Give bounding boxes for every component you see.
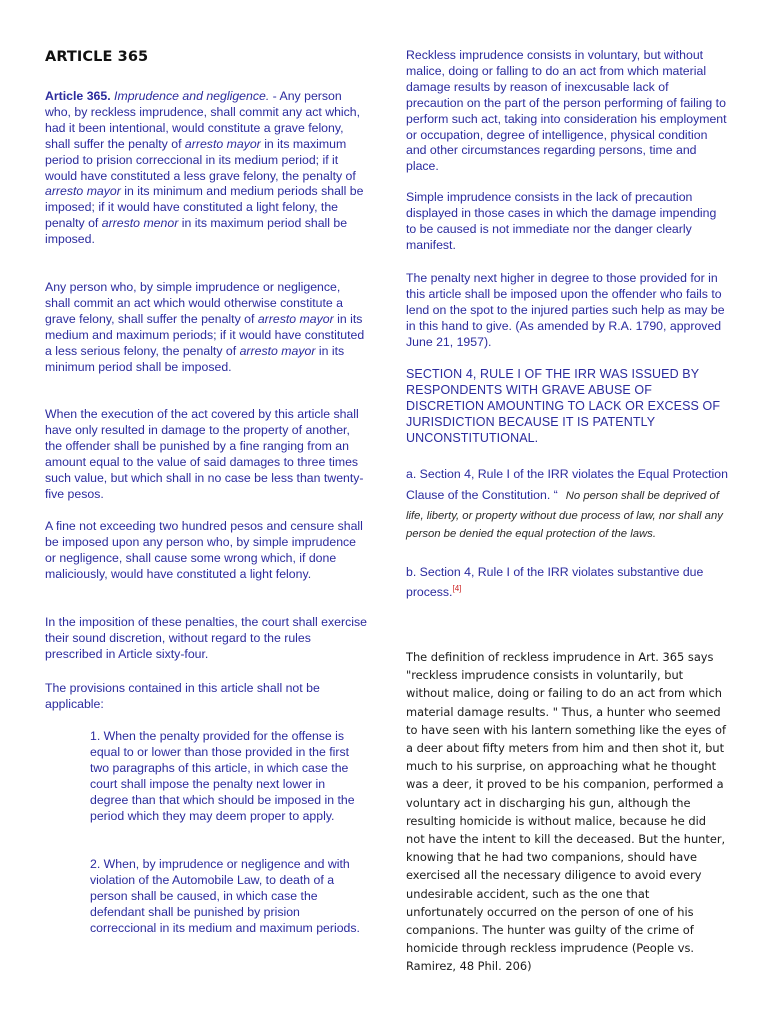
- italic-term: arresto mayor: [184, 136, 261, 151]
- exception-item-1: 1. When the penalty provided for the offense is equal to or lower than those provided in the first two paragraphs of this article, in which case the court shall impose the penalty next lower in degree than that which should be imposed in the period which they may deem proper to apply.: [90, 729, 355, 823]
- italic-term: arresto menor: [101, 216, 179, 231]
- article-365-paragraph: [45, 89, 367, 248]
- constitution-quote: No person shall be deprived of life, liberty, or property without due process of law, nor shall any person be denied the equal protection of the laws.: [406, 490, 723, 540]
- text-run: in its minimum and medium periods shall be imposed; if it would have constituted a light felony, the penalty of: [45, 184, 364, 231]
- reckless-definition-paragraph: Reckless imprudence consists in voluntary, but without malice, doing or falling to do an act from which material damage results by reason of inexcusable lack of precaution on the part of the person performing of failing to perform such act, taking into consideration his employment or occupation, degree of intelligence, physical condition and other circumstances regarding persons, time and place.: [406, 48, 727, 174]
- italic-term: arresto mayor: [45, 184, 121, 199]
- point-b-text: b. Section 4, Rule I of the IRR violates substantive due process.: [406, 565, 704, 599]
- text-run: in its minimum period shall be imposed.: [45, 343, 345, 374]
- property-damage-paragraph: When the execution of the act covered by this article shall have only resulted in damage to the property of another, the offender shall be punished by a fine ranging from an amount equal to the value of said damages to three times such value, but which shall in no case be less than twenty-five pesos.: [45, 407, 364, 501]
- text-run: Any person who, by simple imprudence or negligence, shall commit an act which would otherwise constitute a grave felony, shall suffer the penalty of: [45, 280, 343, 326]
- italic-term: arresto mayor: [239, 343, 316, 358]
- article-number: Article 365.: [45, 89, 111, 103]
- simple-imprudence-paragraph: [45, 280, 367, 375]
- fine-paragraph: A fine not exceeding two hundred pesos and censure shall be imposed upon any person who, by simple imprudence or negligence, shall cause some wrong which, if done maliciously, would have constituted a light felony.: [45, 519, 363, 581]
- provisions-paragraph: The provisions contained in this article shall not be applicable:: [45, 681, 320, 711]
- penalty-higher-paragraph: The penalty next higher in degree to those provided for in this article shall be imposed upon the offender who fails to lend on the spot to the injured parties such help as may be in this hand to give. (As amended by R.A. 1790, approved June 21, 1957).: [406, 271, 725, 349]
- point-a: [406, 464, 728, 542]
- hunter-example-paragraph: The definition of reckless imprudence in Art. 365 says "reckless imprudence consists in voluntarily, but without malice, doing or failing to do an act from which material damage results. " Thus, a hunter who seemed to have seen with his lantern something like the eyes of a deer about fifty meters from him and then shot it, but much to his surprise, on approaching what he thought was a deer, it proved to be his companion, performed a voluntary act in discharging his gun, although the resulting homicide is without malice, because he did not have the intent to kill the deceased. But the hunter, knowing that he had two companions, should have exercised all the necessary diligence to avoid every undesirable accident, such as the one that unfortunately occurred on the person of one of his companions. The hunter was guilty of the crime of homicide through reckless imprudence (People vs. Ramirez, 48 Phil. 206): [406, 650, 726, 974]
- text-run: - Any person who, by reckless imprudence, shall commit any act which, had it been intentional, would constitute a grave felony, shall suffer the penalty of: [45, 89, 361, 151]
- point-b: [406, 565, 728, 601]
- article-heading: ARTICLE 365: [45, 49, 149, 65]
- text-run: in its maximum period shall be imposed.: [45, 216, 348, 247]
- discretion-paragraph: In the imposition of these penalties, the court shall exercise their sound discretion, without regard to the rules prescribed in Article sixty-four.: [45, 615, 367, 661]
- article-title: Imprudence and negligence.: [114, 89, 270, 103]
- text-run: in its maximum period to prision correccional in its medium period; if it would have constituted a less grave felony, the penalty of: [45, 136, 356, 183]
- footnote-link[interactable]: [4]: [452, 583, 462, 593]
- italic-term: arresto mayor: [257, 311, 334, 326]
- point-a-text: a. Section 4, Rule I of the IRR violates the Equal Protection Clause of the Constitution. “: [406, 467, 728, 502]
- simple-definition-paragraph: Simple imprudence consists in the lack of precaution displayed in those cases in which the damage impending to be caused is not immediate nor the danger clearly manifest.: [406, 190, 717, 252]
- section-heading: SECTION 4, RULE I OF THE IRR WAS ISSUED BY RESPONDENTS WITH GRAVE ABUSE OF DISCRETION AMOUNTING TO LACK OR EXCESS OF JURISDICTION BECAUSE IT IS PATENTLY UNCONSTITUTIONAL.: [406, 367, 721, 445]
- exception-item-2: 2. When, by imprudence or negligence and with violation of the Automobile Law, to death of a person shall be caused, in which case the defendant shall be punished by prision correccional in its medium and maximum periods.: [90, 857, 360, 935]
- text-run: in its medium and maximum periods; if it would have constituted a less serious felony, the penalty of: [45, 311, 365, 358]
